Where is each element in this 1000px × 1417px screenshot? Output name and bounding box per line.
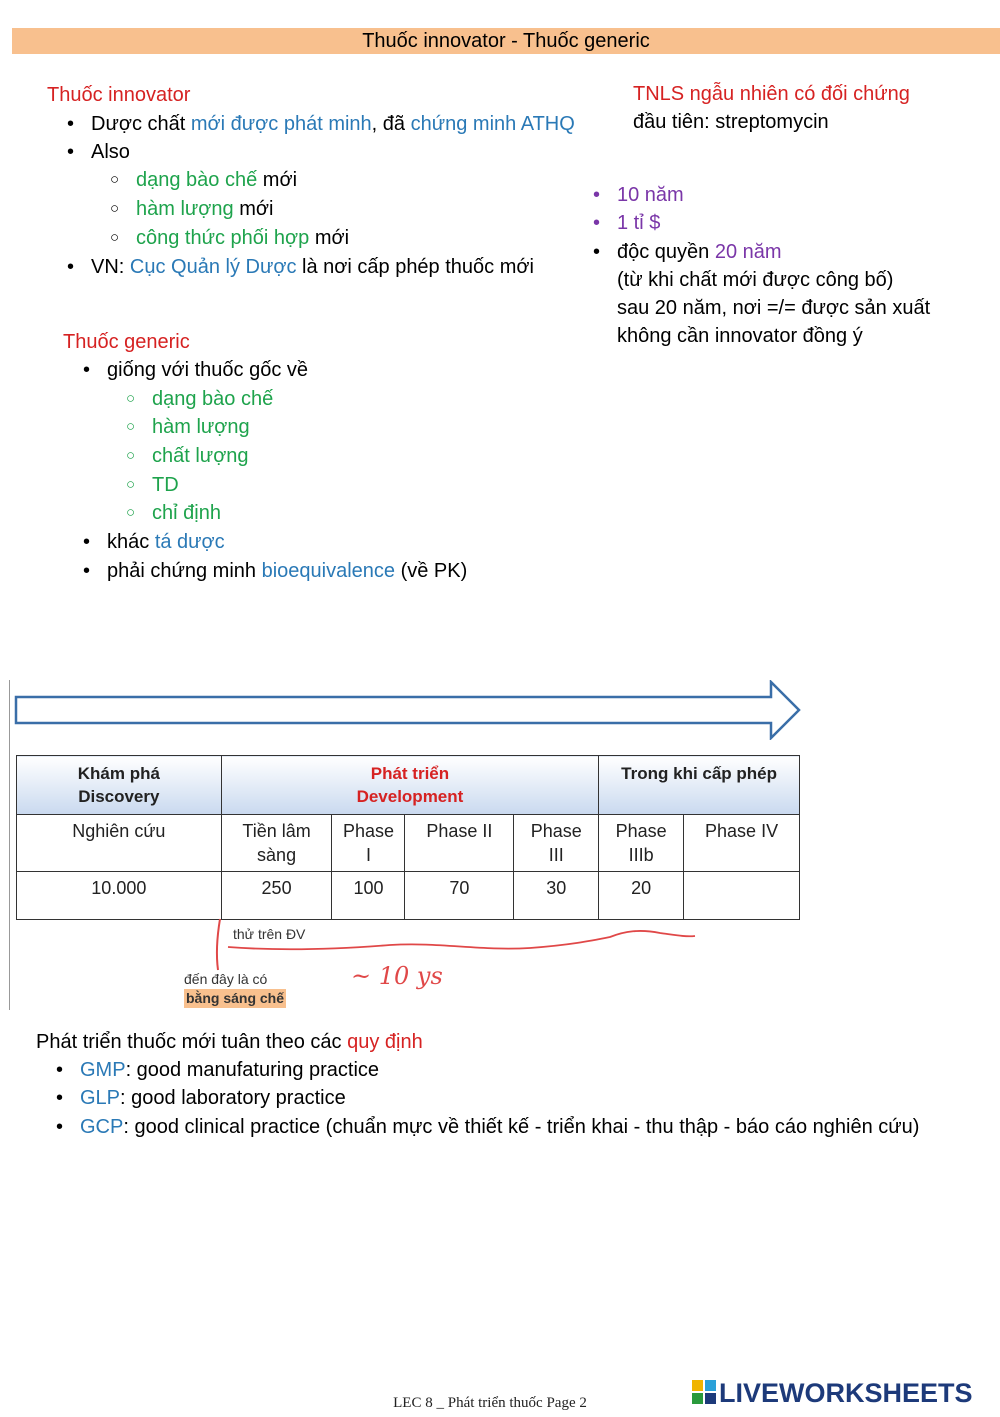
animal-test-note: thử trên ĐV xyxy=(233,926,306,942)
highlight-proven-efficacy: chứng minh ATHQ xyxy=(410,113,575,135)
table-header-row xyxy=(17,756,800,815)
stage-label: IIIb xyxy=(628,845,654,865)
count-cell: 100 xyxy=(332,872,405,920)
stage-label: I xyxy=(365,845,371,865)
stage-label: Phase xyxy=(342,821,394,841)
stage-label: Phase IV xyxy=(705,821,779,841)
stage-label: Phase xyxy=(615,821,667,841)
discovery-vi: Khám phá xyxy=(77,764,160,783)
text-segment: : good laboratory practice xyxy=(120,1087,346,1109)
highlight-bioequivalence: bioequivalence xyxy=(261,560,396,582)
abbr-gcp: GCP xyxy=(80,1116,124,1138)
highlight-20-years: 20 năm xyxy=(714,241,782,263)
stage-label: Phase xyxy=(530,821,582,841)
generic-sub-2: ○ hàm lượng xyxy=(152,413,250,441)
highlight-new-invention: mới được phát minh xyxy=(190,113,372,135)
text-segment: mới xyxy=(233,198,274,220)
logo-text: LIVEWORKSHEETS xyxy=(719,1378,973,1408)
regulations-intro xyxy=(36,1028,423,1056)
highlight-regulations: quy định xyxy=(347,1031,423,1053)
note-item-1: • 10 năm xyxy=(617,181,684,209)
page-title-bar xyxy=(12,28,1000,54)
stage-cell xyxy=(332,815,405,872)
text-segment: khác xyxy=(107,531,155,553)
highlight-combination: công thức phối hợp xyxy=(136,227,310,249)
development-en: Development xyxy=(356,787,464,806)
regulation-item-glp xyxy=(80,1084,346,1112)
text-segment: Phát triển thuốc mới tuân theo các xyxy=(36,1031,348,1053)
generic-sub-3: ○ chất lượng xyxy=(152,442,249,470)
highlight-dosage-form: dạng bào chế xyxy=(136,169,258,191)
discovery-en: Discovery xyxy=(78,787,160,806)
development-vi: Phát triển xyxy=(370,764,450,783)
generic-bullet-2 xyxy=(107,528,225,556)
innovator-sub-3 xyxy=(136,224,349,252)
generic-bullet-3 xyxy=(107,557,467,585)
table-row xyxy=(17,872,800,920)
text-segment: : good clinical practice (chuẩn mực về thiết kế - triển khai - thu thập - báo cáo nghiên cứu) xyxy=(123,1116,920,1138)
highlight-drug-authority: Cục Quản lý Dược xyxy=(129,256,297,278)
liveworksheets-logo xyxy=(692,1378,973,1409)
patent-note-line-1: đến đây là có xyxy=(184,971,268,987)
text-segment: VN: xyxy=(91,256,130,278)
table-row xyxy=(17,815,800,872)
innovator-sub-1 xyxy=(136,166,297,194)
generic-heading: Thuốc generic xyxy=(63,331,190,353)
highlight-excipient: tá dược xyxy=(154,531,225,553)
liveworksheets-logo-icon xyxy=(692,1380,716,1404)
generic-sub-4: ○ TD xyxy=(152,471,179,499)
stage-cell xyxy=(599,815,684,872)
page-title: Thuốc innovator - Thuốc generic xyxy=(362,30,650,52)
drug-development-table xyxy=(16,755,800,920)
highlight-strength: hàm lượng xyxy=(136,198,234,220)
count-cell xyxy=(684,872,800,920)
text-segment: , đã xyxy=(371,113,411,135)
count-cell: 70 xyxy=(405,872,514,920)
regulation-item-gmp xyxy=(80,1056,379,1084)
abbr-gmp: GMP xyxy=(80,1059,126,1081)
text-segment: mới xyxy=(309,227,350,249)
innovator-heading: Thuốc innovator xyxy=(47,84,191,106)
abbr-glp: GLP xyxy=(80,1087,121,1109)
count-cell: 10.000 xyxy=(17,872,222,920)
text-segment: là nơi cấp phép thuốc mới xyxy=(296,256,534,278)
innovator-bullet-2: • Also xyxy=(91,138,130,166)
text-segment: (về PK) xyxy=(395,560,468,582)
stage-cell xyxy=(684,815,800,872)
generic-sub-1: ○ dạng bào chế xyxy=(152,385,273,413)
image-edge-line xyxy=(9,680,10,1010)
text-segment: Dược chất xyxy=(91,113,191,135)
text-segment: phải chứng minh xyxy=(107,560,262,582)
innovator-bullet-1 xyxy=(91,110,575,138)
tnls-text: đầu tiên: streptomycin xyxy=(633,111,829,133)
page-footer: LEC 8 _ Phát triển thuốc Page 2 xyxy=(393,1395,587,1411)
stage-cell xyxy=(221,815,332,872)
count-cell: 20 xyxy=(599,872,684,920)
patent-note xyxy=(184,970,286,1008)
text-segment: độc quyền xyxy=(617,241,715,263)
note-item-2: • 1 tỉ $ xyxy=(617,209,660,237)
licensing-header: Trong khi cấp phép xyxy=(599,756,800,815)
generic-bullet-1: • giống với thuốc gốc về xyxy=(107,356,308,384)
note-item-3 xyxy=(617,238,782,266)
development-header xyxy=(221,756,599,815)
stage-label: III xyxy=(548,845,564,865)
stage-cell xyxy=(405,815,514,872)
regulation-item-gcp xyxy=(80,1113,919,1141)
patent-note-line-2: bằng sáng chế xyxy=(186,990,285,1006)
generic-sub-5: ○ chỉ định xyxy=(152,499,221,527)
stage-cell xyxy=(17,815,222,872)
count-cell: 250 xyxy=(221,872,332,920)
tnls-heading: TNLS ngẫu nhiên có đối chứng xyxy=(633,83,910,105)
handwritten-10-years: ~ 10 ys xyxy=(351,962,443,990)
text-segment: : good manufaturing practice xyxy=(125,1059,380,1081)
stage-label: Phase II xyxy=(426,821,493,841)
count-cell: 30 xyxy=(514,872,599,920)
note-line-5: sau 20 năm, nơi =/= được sản xuất xyxy=(617,297,931,319)
stage-label: Nghiên cứu xyxy=(72,821,166,841)
timeline-arrow xyxy=(14,680,804,740)
stage-label: sàng xyxy=(257,845,297,865)
note-line-6: không cần innovator đồng ý xyxy=(617,325,863,347)
stage-label: Tiền lâm xyxy=(242,821,311,841)
note-line-4: (từ khi chất mới được công bố) xyxy=(617,269,894,291)
innovator-bullet-3 xyxy=(91,253,534,281)
innovator-sub-2 xyxy=(136,195,273,223)
stage-cell xyxy=(514,815,599,872)
text-segment: mới xyxy=(257,169,298,191)
discovery-header xyxy=(17,756,222,815)
